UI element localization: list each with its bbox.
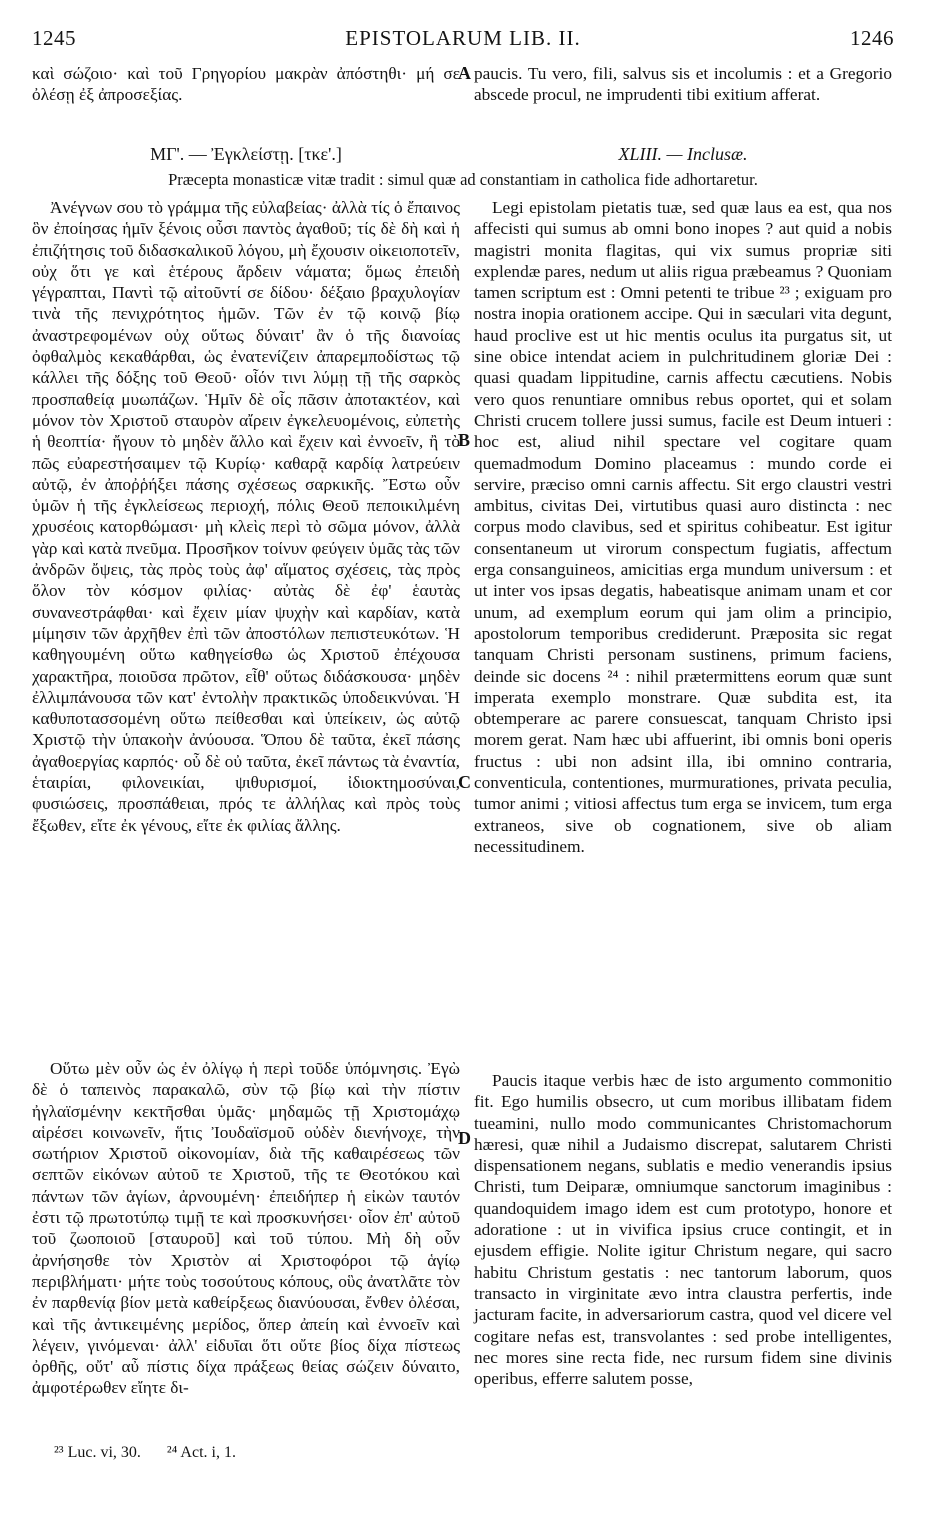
footnote: ²³ Luc. vi, 30. [54, 1444, 141, 1461]
greek-body [32, 197, 460, 836]
latin-intro-text: paucis. Tu vero, fili, salvus sis et incolumis : et a Gregorio abscede procul, ne imprudenti tibi exitium afferat. [474, 64, 892, 105]
running-title: EPISTOLARUM LIB. II. [345, 26, 581, 50]
latin-intro [474, 63, 892, 106]
greek-body-2 [32, 1058, 460, 1399]
footnote: ²⁴ Act. i, 1. [166, 1444, 236, 1461]
greek-paragraph: Οὕτω μὲν οὖν ὡς ἐν ὀλίγῳ ἡ περὶ τοῦδε ὑπόμνησις. Ἐγὼ δὲ ὁ ταπεινὸς παρακαλῶ, σὺν τῷ βίῳ καὶ τὴν πίστιν ἠγλαϊσμένην κεκτῆσθαι ὑμᾶς· μηδαμῶς τῇ Χριστομάχῳ αἱρέσει κοινωνεῖν, ἥτις Ἰουδαϊσμοῦ οὐδὲν διενήνοχε, τὴν σωτήριον Χριστοῦ οἰκονομίαν, διὰ τῆς καθαιρέσεως τῶν σεπτῶν εἰκόνων αὐτοῦ τε Χριστοῦ, τῆς τε Θεοτόκου καὶ πάντων τῶν ἁγίων, ἀρνουμένη· ἐπειδήπερ ἡ εἰκὼν ταυτόν ἐστι τῷ πρωτοτύπῳ τιμῇ τε καὶ προσκυνήσει· οἷον ἐπ' αὐτοῦ τοῦ ζωοποιοῦ [σταυροῦ] καὶ τοῦ τύπου. Μὴ δὴ οὖν ἀρνήσησθε τὸν Χριστὸν αἱ Χριστοφόροι τῷ ἁγίῳ περιβλήματι· μήτε τοὺς τοσούτους κόπους, οὓς ἀνατλᾶτε τὸν ἐν παρθενίᾳ βίον μετὰ καθείρξεως διανύουσαι, ἔνθεν ὀλέσαι, καὶ τῆς ἀντικειμένης μερίδος, ὅπερ ἀπείη καὶ ἐννοεῖν καὶ λέγειν, γινόμεναι· ἀλλ' εἰδυῖαι ὅτι οὔτε βίος δίχα πίστεως ὀρθῆς, οὔτ' αὖ πίστις δίχα πράξεως θείας σώζειν δύναιτο, ἀμφοτέρωθεν εἴητε δι- [32, 1059, 460, 1398]
latin-letter-title: XLIII. — Inclusæ. [618, 144, 748, 164]
greek-letter-title: ΜΓ'. — Ἐγκλείστῃ. [τκε'.] [150, 144, 342, 164]
latin-paragraph: Paucis itaque verbis hæc de isto argumento commonitio fit. Ego humilis obsecro, ut cum moribus illibatam fidem tueamini, nullo modo communicantes Christomachorum hæresi, quæ nihil a Judaismo discrepat, salutarem Christi dispensationem negans, sublatis e medio venerandis ipsius Christi, tum Deiparæ, omniumque sanctorum imaginibus : quandoquidem imago idem est cum prototypo, honore et adoratione : ut in vivifica ipsius cruce contingit, et in ejusdem effigie. Nolite igitur Christum negare, qui sacro habitu Christum gestatis : nec tantorum laborum, quos transacto in virginitate ævo intra claustra perfertis, inde jacturam facite, in adversariorum castra, quod vel dicere vel cogitare nefas est, transvolantes : sed probe intelligentes, nec mores sine recta fide, nec rursum fidem sine divinis operibus, efferre salutem posse, [474, 1071, 892, 1389]
page-number-left: 1245 [32, 26, 76, 50]
margin-marker-a: A [458, 63, 471, 83]
letter-summary: Præcepta monasticæ vitæ tradit : simul quæ ad constantiam in catholica fide adhortaretur. [168, 170, 758, 189]
margin-marker-d: D [458, 1128, 471, 1148]
latin-body [474, 197, 892, 857]
page-number-right: 1246 [850, 26, 894, 50]
greek-intro-text: καὶ σώζοιο· καὶ τοῦ Γρηγορίου μακρὰν ἀπόστηθι· μή σε ὀλέσῃ ἐξ ἀπροσεξίας. [32, 64, 460, 105]
greek-paragraph: Ἀνέγνων σου τὸ γράμμα τῆς εὐλαβείας· ἀλλὰ τίς ὁ ἔπαινος ὃν ἐποίησας ἡμῖν ξένοις οὖσι παντὸς ἀγαθοῦ; τίς δὲ δὴ καὶ ἡ ἐπιζήτησις τοῦ διδασκαλικοῦ λόγου, μὴ ἔχουσιν οἰκειοποτεῖν, οὐχ ὅτι γε καὶ ἑτέρους ἄρδειν νάματα; ὅμως ἐπειδὴ γέγραπται, Παντὶ τῷ αἰτοῦντί σε δίδου· δέξαιο βραχυλογίαν τινὰ τῆς πενιχρότητος ἡμῶν. Τῶν ἐν τῷ κοινῷ βίῳ ἀναστρεφομένων οὐχ οὕτως δύναιτ' ἂν ὁ τῆς διανοίας ὀφθαλμὸς κεκαθάρθαι, ὡς ἐνατενίζειν ἀπαρεμποδίστως τῷ κάλλει τῆς δόξης τοῦ Θεοῦ· οἷόν τινι λύμῃ τῇ τῆς σαρκὸς προσπαθείᾳ μυωπάζων. Ἡμῖν δὲ οἷς πᾶσιν ἀποτακτέον, καὶ μόνον τὸν Χριστοῦ σταυρὸν αἴρειν ἐγκελευομένοις, εὐπετὴς ἡ θεοπτία· ἤγουν τὸ μηδὲν ἄλλο καὶ ἔχειν καὶ ἐννοεῖν, ἢ τὸ πῶς εὐαρεστήσαιμεν τῷ Κυρίῳ· καθαρᾷ καρδίᾳ λατρεύειν αὐτῷ, ἐν ἀποῤῥήξει πάσης σχέσεως σαρκικῆς. Ἔστω οὖν ὑμῶν ἡ τῆς ἐγκλείσεως περιοχή, πόλις Θεοῦ πεποικιλμένη χρυσέοις κατορθώμασι· μὴ κλεὶς περὶ τὸ σῶμα μόνον, ἀλλὰ γὰρ καὶ κατὰ πνεῦμα. Προσῆκον τοίνυν φεύγειν ὑμᾶς τὰς τῶν ἀνδρῶν ὄψεις, τὰς πρὸς τοὺς ἀφ' αἵματος σχέσεις, τὰς πρὸς ὅλον τὸν κόσμον φιλίας· αὐτὰς δὲ ἐφ' ἑαυτὰς συνανεστράφθαι· καὶ ἔχειν μίαν ψυχὴν καὶ καρδίαν, κατὰ μίμησιν τῶν ἀρχῆθεν ἐπὶ τῶν ἀποστόλων πεπιστευκότων. Ἡ καθηγουμένη οὕτω καθηγείσθω ὡς Χριστοῦ ἐπέχουσα χαρακτῆρα, ποιοῦσα πρῶτον, εἶθ' οὕτως διδάσκουσα· μηδὲν ἐλλιμπάνουσα τῶν κατ' ἐντολὴν πρακτικῶς ὑποδεικνύναι. Ἡ καθυποτασσομένη οὕτω πείθεσθαι καὶ ὑπείκειν, ὡς αὐτῷ Χριστῷ τὴν ὑπακοὴν ἀνύουσα. Ὅπου δὲ ταῦτα, ἐκεῖ πάσης ἀγαθοεργίας καρπός· οὗ δὲ οὐ ταῦτα, ἐκεῖ πάντως τὰ ἐναντία, ἑταιρίαι, φιλονεικίαι, ψιθυρισμοί, ἰδιοκτημοσύναι, φυσιώσεις, προσπάθειαι, πρός τε ἀλλήλας καὶ πρὸς τοὺς ἔξωθεν, εἴτε ἐκ γένους, εἴτε ἐκ φιλίας ἄλλης. [32, 198, 461, 835]
page-header [32, 26, 894, 58]
footnotes [54, 1444, 258, 1462]
greek-intro [32, 63, 460, 106]
margin-marker-b: B [458, 430, 471, 450]
latin-body-2 [474, 1070, 892, 1389]
margin-marker-c: C [458, 772, 471, 792]
latin-paragraph: Legi epistolam pietatis tuæ, sed quæ laus ea est, qua nos affecisti qui sumus ab omni bono inopes ? aut quid a nobis magistri monita flagitas, qui vix sumus propriæ siti explendæ pares, nedum ut aliis rigua præbeamus ? Quoniam tamen scriptum est : Omni petenti te tribue ²³ ; exiguam pro nostra inopia orationem accipe. Qui in sæculari vita degunt, haud proclive est ut hic mentis oculus ita purgatus sit, ut sine obice intendat aciem in pulchritudinem gloriæ Dei : quasi quadam lippitudine, carnis affectu cæcutiens. Nobis vero quos renuntiare omnibus rebus oportet, qui et solam Christi crucem tollere jussi sumus, facile est Deum intueri : hoc est, aliud nihil spectare vel cogitare quam quemadmodum Domino placeamus : mundo corde ei servire, præciso omni carnis affectu. Sit ergo claustri vestri ambitus, civitas Dei, virtutibus quasi auro distincta : nec corpus modo clavibus, sed et spiritus cohibeatur. Est igitur consentaneum ut virorum conspectum fugiatis, affectum erga consanguineos, amicitias erga mundum universum : et ut inter vos ipsas degatis, habeatisque animam unam et cor unum, ad exemplum eorum qui jam olim a principio, apostolorum temporibus crediderunt. Præposita sic regat tanquam Christi personam sustinens, primum faciens, deinde sic docens ²⁴ : nihil prætermittens eorum quæ sunt imperata exemplo monstrare. Quæ subdita est, ita obtemperare ac parere consuescat, tanquam Christo ipsi morem gerat. Nam hæc ubi affuerint, ibi omnis boni operis fructus : ubi non adsint illa, ibi omnino contraria, conventicula, contentiones, murmurationes, privata peculia, tumor animi ; vitiosi affectus tum erga se invicem, tum erga extraneos, sive ob cognationem, sive ob aliam necessitudinem. [474, 198, 892, 856]
